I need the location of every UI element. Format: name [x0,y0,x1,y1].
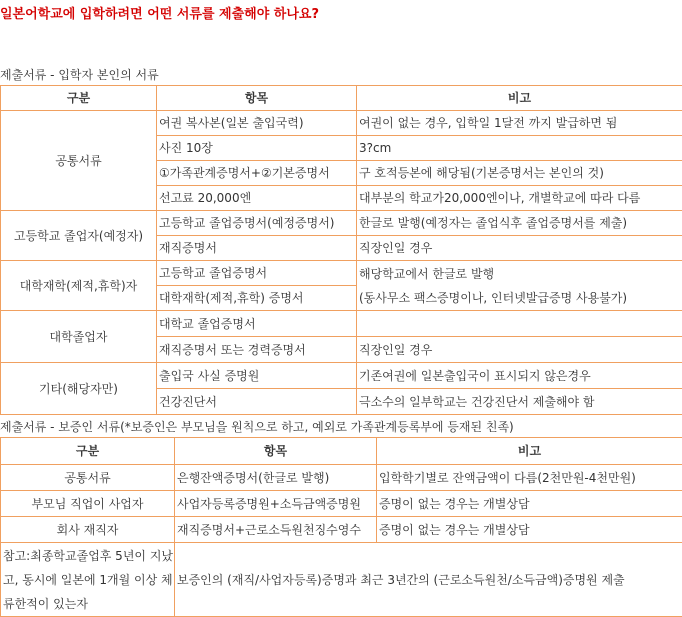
header-category: 구분 [1,438,175,465]
category-cell: 대학재학(제적,휴학)자 [1,261,157,311]
item-cell: ①가족관계증명서+②기본증명서 [157,161,357,186]
note-cell: 3?cm [357,136,682,161]
note-cell: 직장인일 경우 [357,337,682,363]
table-header-row [1,438,682,465]
note-line: 해당학교에서 한글로 발행 [359,267,494,281]
item-cell: 대학재학(제적,휴학) 증명서 [157,286,357,311]
note-cell: 극소수의 일부학교는 건강진단서 제출해야 함 [357,389,682,415]
note-line: (동사무소 팩스증명이나, 인터넷발급증명 사용불가) [359,291,627,305]
table-row [1,517,682,543]
item-cell: 출입국 사실 증명원 [157,363,357,389]
section1-label: 제출서류 - 입학자 본인의 서류 [0,66,159,83]
footnote-right-cell: 보증인의 (재직/사업자등록)증명과 최근 3년간의 (근로소득원천/소득금액)증명원 제출 [175,543,682,617]
page-title: 일본어학교에 입학하려면 어떤 서류를 제출해야 하나요? [0,6,319,24]
header-item: 항목 [157,86,357,111]
item-cell: 은행잔액증명서(한글로 발행) [175,465,377,491]
category-cell: 부모님 직업이 사업자 [1,491,175,517]
item-cell: 고등학교 졸업증명서 [157,261,357,286]
table-row [1,363,682,389]
table-header-row [1,86,682,111]
category-cell: 공통서류 [1,111,157,211]
table-row [1,311,682,337]
note-cell: 여권이 없는 경우, 입학일 1달전 까지 발급하면 됨 [357,111,682,136]
note-cell: 구 호적등본에 해당됨(기본증명서는 본인의 것) [357,161,682,186]
category-cell: 회사 재직자 [1,517,175,543]
item-cell: 선고료 20,000엔 [157,186,357,211]
item-cell: 건강진단서 [157,389,357,415]
header-category: 구분 [1,86,157,111]
item-cell: 재직증명서 또는 경력증명서 [157,337,357,363]
category-cell: 공통서류 [1,465,175,491]
section2-label: 제출서류 - 보증인 서류(*보증인은 부모님을 원칙으로 하고, 예외로 가족관계등록부에 등재된 친족) [0,418,514,435]
note-cell: 대부분의 학교가20,000엔이나, 개별학교에 따라 다름 [357,186,682,211]
note-cell [357,311,682,337]
footnote-left-cell: 참고:최종학교졸업후 5년이 지났고, 동시에 일본에 1개월 이상 체류한적이 있는자 [1,543,175,617]
note-cell: 입학학기별로 잔액금액이 다름(2천만원-4천만원) [377,465,682,491]
item-cell: 여권 복사본(일본 출입국력) [157,111,357,136]
item-cell: 재직증명서 [157,236,357,261]
category-cell: 대학졸업자 [1,311,157,363]
item-cell: 대학교 졸업증명서 [157,311,357,337]
item-cell: 재직증명서+근로소득원천징수영수 [175,517,377,543]
table-row [1,543,682,617]
guarantor-documents-table [0,437,682,617]
note-cell: 기존여권에 일본출입국이 표시되지 않은경우 [357,363,682,389]
header-note: 비고 [377,438,682,465]
header-note: 비고 [357,86,682,111]
header-item: 항목 [175,438,377,465]
note-cell [357,261,682,311]
table-row [1,211,682,236]
item-cell: 사업자등록증명원+소득금액증명원 [175,491,377,517]
category-cell: 기타(해당자만) [1,363,157,415]
note-cell: 직장인일 경우 [357,236,682,261]
table-row [1,491,682,517]
table-row [1,261,682,286]
table-row [1,465,682,491]
note-cell: 증명이 없는 경우는 개별상담 [377,517,682,543]
item-cell: 고등학교 졸업증명서(예정증명서) [157,211,357,236]
item-cell: 사진 10장 [157,136,357,161]
category-cell: 고등학교 졸업자(예정자) [1,211,157,261]
table-row [1,111,682,136]
note-cell: 증명이 없는 경우는 개별상담 [377,491,682,517]
note-cell: 한글로 발행(예정자는 졸업식후 졸업증명서를 제출) [357,211,682,236]
applicant-documents-table [0,85,682,415]
